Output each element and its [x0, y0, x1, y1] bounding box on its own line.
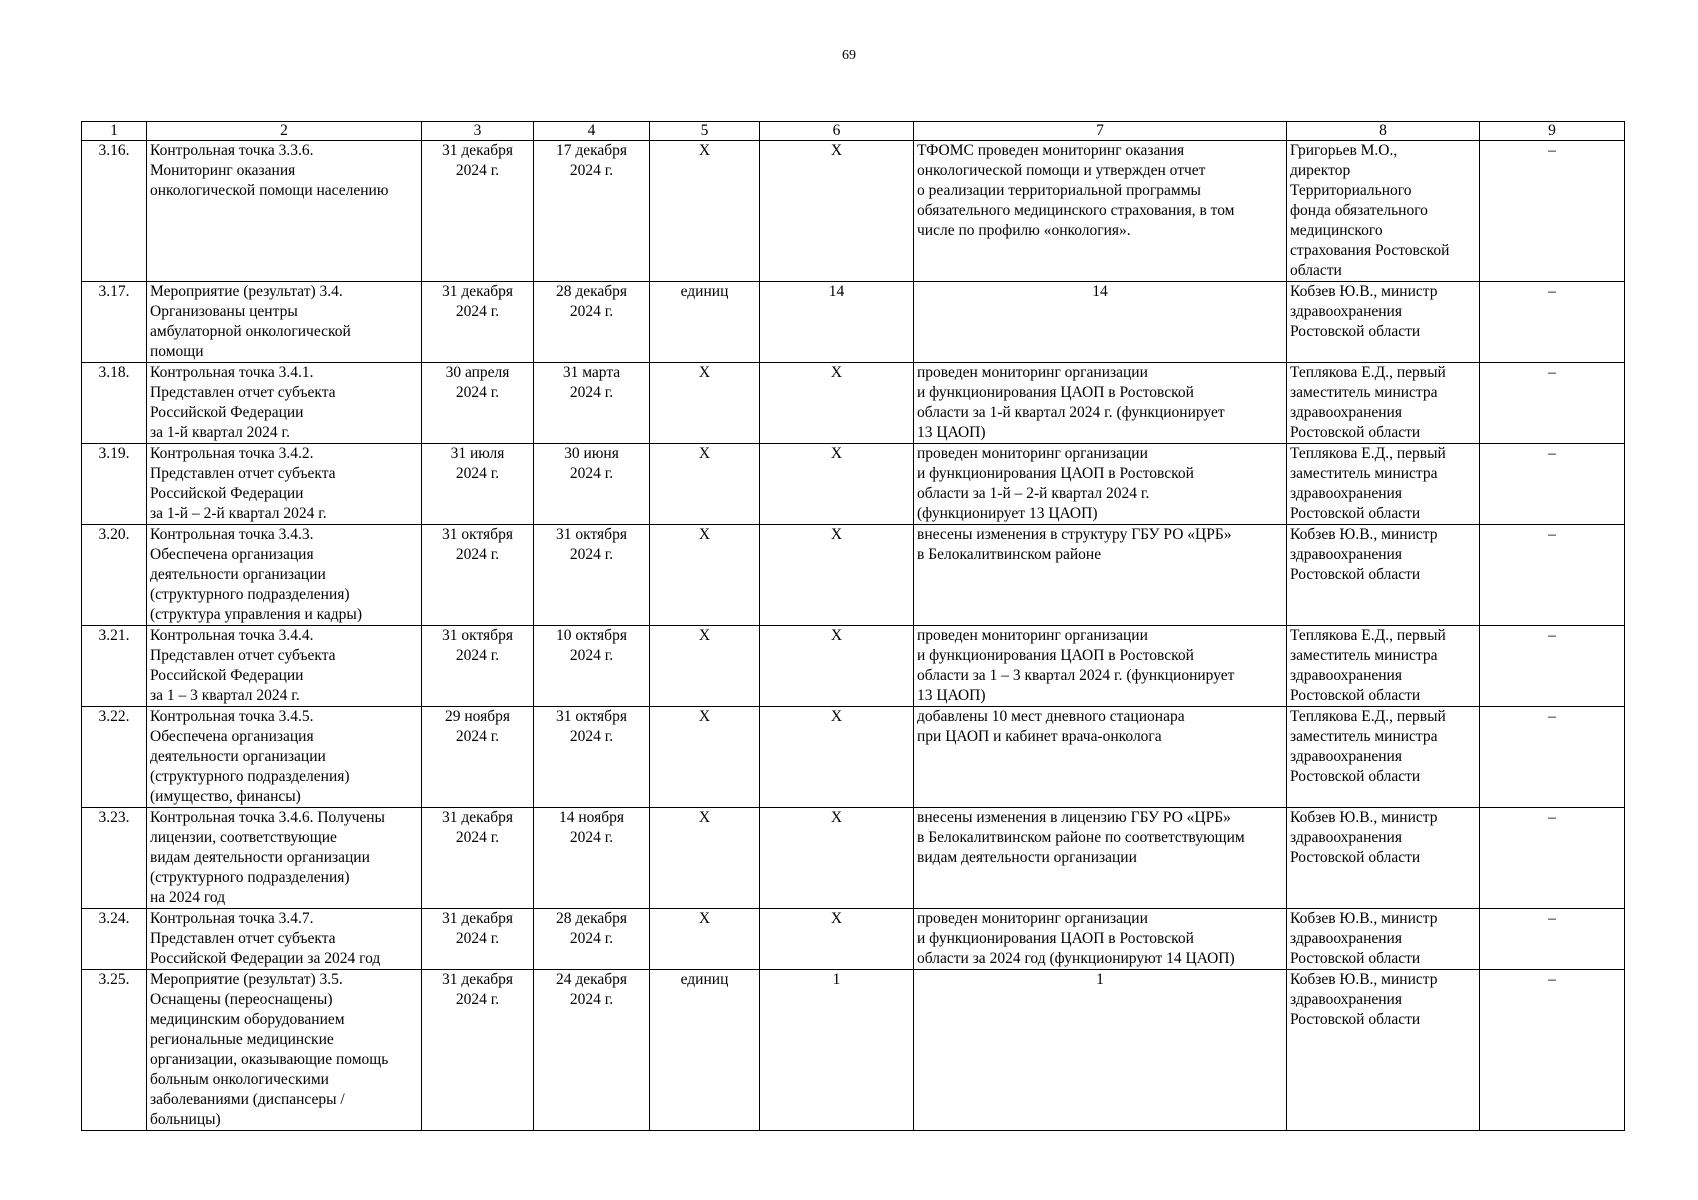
unit-cell: X	[650, 707, 760, 808]
row-number-cell: 3.22.	[82, 707, 147, 808]
column-header: 2	[147, 122, 422, 141]
unit-cell: X	[650, 808, 760, 909]
plan-value-cell: X	[760, 707, 914, 808]
plan-value-cell: X	[760, 141, 914, 282]
table-row	[82, 970, 1625, 1131]
column-header: 5	[650, 122, 760, 141]
result-cell: 14	[914, 282, 1287, 363]
table-row	[82, 363, 1625, 444]
column-number-row	[82, 122, 1625, 141]
plan-date-cell: 31 октября 2024 г.	[422, 525, 534, 626]
event-name-cell: Контрольная точка 3.3.6. Мониторинг оказания онкологической помощи населению	[147, 141, 422, 282]
actual-date-cell: 28 декабря 2024 г.	[534, 909, 650, 970]
note-cell: –	[1480, 808, 1625, 909]
plan-value-cell: X	[760, 444, 914, 525]
report-table	[81, 121, 1625, 1131]
plan-date-cell: 30 апреля 2024 г.	[422, 363, 534, 444]
actual-date-cell: 24 декабря 2024 г.	[534, 970, 650, 1131]
plan-value-cell: X	[760, 808, 914, 909]
result-cell: проведен мониторинг организации и функционирования ЦАОП в Ростовской области за 1-й квартал 2024 г. (функционирует 13 ЦАОП)	[914, 363, 1287, 444]
event-name-cell: Мероприятие (результат) 3.4. Организованы центры амбулаторной онкологической помощи	[147, 282, 422, 363]
plan-value-cell: X	[760, 525, 914, 626]
column-header: 3	[422, 122, 534, 141]
result-cell: проведен мониторинг организации и функционирования ЦАОП в Ростовской области за 2024 год (функционируют 14 ЦАОП)	[914, 909, 1287, 970]
actual-date-cell: 30 июня 2024 г.	[534, 444, 650, 525]
result-cell: внесены изменения в структуру ГБУ РО «ЦРБ» в Белокалитвинском районе	[914, 525, 1287, 626]
row-number-cell: 3.17.	[82, 282, 147, 363]
row-number-cell: 3.20.	[82, 525, 147, 626]
responsible-cell: Теплякова Е.Д., первый заместитель министра здравоохранения Ростовской области	[1287, 444, 1480, 525]
responsible-cell: Кобзев Ю.В., министр здравоохранения Ростовской области	[1287, 909, 1480, 970]
plan-value-cell: 1	[760, 970, 914, 1131]
plan-value-cell: X	[760, 909, 914, 970]
table-row	[82, 444, 1625, 525]
row-number-cell: 3.23.	[82, 808, 147, 909]
table-row	[82, 282, 1625, 363]
responsible-cell: Теплякова Е.Д., первый заместитель министра здравоохранения Ростовской области	[1287, 707, 1480, 808]
event-name-cell: Контрольная точка 3.4.3. Обеспечена организация деятельности организации (структурного подразделения) (структура управления и кадры)	[147, 525, 422, 626]
result-cell: ТФОМС проведен мониторинг оказания онкологической помощи и утвержден отчет о реализации территориальной программы обязательного медицинского страхования, в том числе по профилю «онкология».	[914, 141, 1287, 282]
event-name-cell: Контрольная точка 3.4.1. Представлен отчет субъекта Российской Федерации за 1-й квартал 2024 г.	[147, 363, 422, 444]
row-number-cell: 3.21.	[82, 626, 147, 707]
unit-cell: X	[650, 363, 760, 444]
result-cell: проведен мониторинг организации и функционирования ЦАОП в Ростовской области за 1-й – 2-й квартал 2024 г. (функционирует 13 ЦАОП)	[914, 444, 1287, 525]
plan-date-cell: 31 декабря 2024 г.	[422, 282, 534, 363]
plan-value-cell: 14	[760, 282, 914, 363]
unit-cell: единиц	[650, 970, 760, 1131]
actual-date-cell: 17 декабря 2024 г.	[534, 141, 650, 282]
table-row	[82, 525, 1625, 626]
table-row	[82, 141, 1625, 282]
actual-date-cell: 31 марта 2024 г.	[534, 363, 650, 444]
responsible-cell: Кобзев Ю.В., министр здравоохранения Ростовской области	[1287, 808, 1480, 909]
result-cell: 1	[914, 970, 1287, 1131]
actual-date-cell: 10 октября 2024 г.	[534, 626, 650, 707]
event-name-cell: Контрольная точка 3.4.7. Представлен отчет субъекта Российской Федерации за 2024 год	[147, 909, 422, 970]
event-name-cell: Контрольная точка 3.4.6. Получены лицензии, соответствующие видам деятельности организации (структурного подразделения) на 2024 год	[147, 808, 422, 909]
page-number: 69	[842, 48, 856, 63]
column-header: 6	[760, 122, 914, 141]
event-name-cell: Контрольная точка 3.4.4. Представлен отчет субъекта Российской Федерации за 1 – 3 квартал 2024 г.	[147, 626, 422, 707]
event-name-cell: Контрольная точка 3.4.5. Обеспечена организация деятельности организации (структурного подразделения) (имущество, финансы)	[147, 707, 422, 808]
event-name-cell: Контрольная точка 3.4.2. Представлен отчет субъекта Российской Федерации за 1-й – 2-й квартал 2024 г.	[147, 444, 422, 525]
responsible-cell: Теплякова Е.Д., первый заместитель министра здравоохранения Ростовской области	[1287, 363, 1480, 444]
table-row	[82, 909, 1625, 970]
note-cell: –	[1480, 970, 1625, 1131]
column-header: 7	[914, 122, 1287, 141]
unit-cell: X	[650, 444, 760, 525]
table-row	[82, 808, 1625, 909]
note-cell: –	[1480, 909, 1625, 970]
note-cell: –	[1480, 141, 1625, 282]
plan-date-cell: 31 декабря 2024 г.	[422, 141, 534, 282]
column-header: 4	[534, 122, 650, 141]
row-number-cell: 3.16.	[82, 141, 147, 282]
responsible-cell: Кобзев Ю.В., министр здравоохранения Ростовской области	[1287, 282, 1480, 363]
unit-cell: X	[650, 626, 760, 707]
plan-date-cell: 31 декабря 2024 г.	[422, 970, 534, 1131]
responsible-cell: Кобзев Ю.В., министр здравоохранения Ростовской области	[1287, 970, 1480, 1131]
unit-cell: единиц	[650, 282, 760, 363]
note-cell: –	[1480, 444, 1625, 525]
unit-cell: X	[650, 141, 760, 282]
result-cell: проведен мониторинг организации и функционирования ЦАОП в Ростовской области за 1 – 3 квартал 2024 г. (функционирует 13 ЦАОП)	[914, 626, 1287, 707]
actual-date-cell: 28 декабря 2024 г.	[534, 282, 650, 363]
plan-date-cell: 31 октября 2024 г.	[422, 626, 534, 707]
note-cell: –	[1480, 626, 1625, 707]
responsible-cell: Теплякова Е.Д., первый заместитель министра здравоохранения Ростовской области	[1287, 626, 1480, 707]
actual-date-cell: 14 ноября 2024 г.	[534, 808, 650, 909]
responsible-cell: Кобзев Ю.В., министр здравоохранения Ростовской области	[1287, 525, 1480, 626]
row-number-cell: 3.25.	[82, 970, 147, 1131]
responsible-cell: Григорьев М.О., директор Территориального фонда обязательного медицинского страхования Ростовской области	[1287, 141, 1480, 282]
result-cell: внесены изменения в лицензию ГБУ РО «ЦРБ» в Белокалитвинском районе по соответствующим видам деятельности организации	[914, 808, 1287, 909]
table-row	[82, 626, 1625, 707]
unit-cell: X	[650, 525, 760, 626]
plan-date-cell: 31 июля 2024 г.	[422, 444, 534, 525]
row-number-cell: 3.19.	[82, 444, 147, 525]
plan-value-cell: X	[760, 626, 914, 707]
plan-date-cell: 31 декабря 2024 г.	[422, 909, 534, 970]
actual-date-cell: 31 октября 2024 г.	[534, 707, 650, 808]
note-cell: –	[1480, 525, 1625, 626]
event-name-cell: Мероприятие (результат) 3.5. Оснащены (переоснащены) медицинским оборудованием региональные медицинские организации, оказывающие помощь больным онкологическими заболеваниями (диспансеры / больницы)	[147, 970, 422, 1131]
column-header: 9	[1480, 122, 1625, 141]
result-cell: добавлены 10 мест дневного стационара при ЦАОП и кабинет врача-онколога	[914, 707, 1287, 808]
column-header: 1	[82, 122, 147, 141]
plan-value-cell: X	[760, 363, 914, 444]
plan-date-cell: 29 ноября 2024 г.	[422, 707, 534, 808]
column-header: 8	[1287, 122, 1480, 141]
table-row	[82, 707, 1625, 808]
note-cell: –	[1480, 282, 1625, 363]
note-cell: –	[1480, 363, 1625, 444]
row-number-cell: 3.24.	[82, 909, 147, 970]
report-body	[82, 141, 1625, 1131]
unit-cell: X	[650, 909, 760, 970]
row-number-cell: 3.18.	[82, 363, 147, 444]
note-cell: –	[1480, 707, 1625, 808]
actual-date-cell: 31 октября 2024 г.	[534, 525, 650, 626]
plan-date-cell: 31 декабря 2024 г.	[422, 808, 534, 909]
